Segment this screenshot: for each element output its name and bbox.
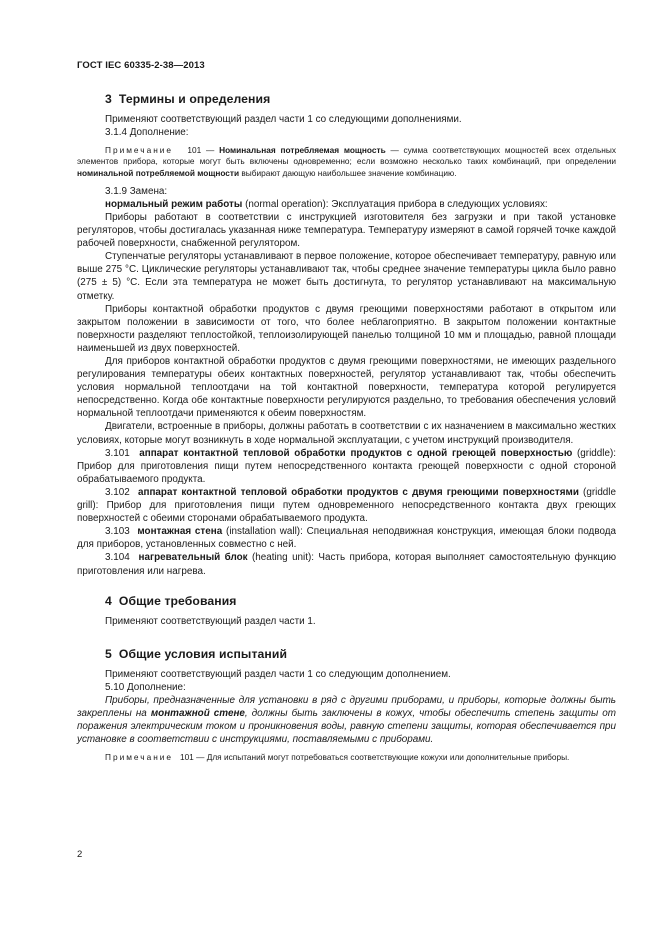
clause-5-10-text: Приборы, предназначенные для установки в ряд с другими приборами, и приборы, которые должны быть закреплены на монтажной стене, должны быть заключены в кожух, чтобы обеспечить степень защиты от поражения электрическим током и проникновения воды, равную степени защиты, которая обеспечивается при установке в соответствии с инструкциями, поставляемыми с приборами. — [77, 694, 616, 746]
section-5-intro: Применяют соответствующий раздел части 1 со следующим дополнением. — [105, 668, 451, 680]
paragraph-5: Двигатели, встроенные в приборы, должны работать в соответствии с их назначением в максимально жестких условиях, которые могут возникнуть в ходе нормальной эксплуатации, с учетом инструкций производителя. — [77, 421, 616, 446]
paragraph-2: Ступенчатые регуляторы устанавливают в первое положение, которое обеспечивает температуру, равную или выше 275 °С. Циклические регуляторы устанавливают так, чтобы среднее значение температуры цикла было равно (275 ± 5) °С. Если эта температура не может быть достигнута, то регулятор устанавливают на максимальную отметку. — [77, 251, 616, 302]
document-header: ГОСТ IEC 60335-2-38—2013 — [77, 60, 205, 71]
definition-3-103: 3.103 монтажная стена (installation wall): Специальная неподвижная конструкция, имеющая блоки подвода для приборов, установленных совместно с ней. — [77, 526, 616, 551]
definition-3-104: 3.104 нагревательный блок (heating unit): Часть прибора, которая выполняет самостоятельную функцию приготовления или нагрева. — [77, 552, 616, 577]
definition-3-101: 3.101 аппарат контактной тепловой обработки продуктов с одной греющей поверхностью (griddle): Прибор для приготовления пищи путем непосредственного контакта греющей поверхности с одной стороной обрабатываемого продукта. — [77, 447, 616, 485]
section-3-intro: Применяют соответствующий раздел части 1 со следующими дополнениями. — [105, 114, 462, 125]
page-content — [77, 92, 616, 763]
section-5-heading: 5 Общие условия испытаний — [105, 646, 288, 661]
clause-3-1-4: 3.1.4 Дополнение: — [105, 127, 189, 139]
section-4-heading: 4 Общие требования — [105, 593, 237, 608]
paragraph-3: Приборы контактной обработки продуктов с двумя греющими поверхностями работают в открытом или закрытом положении в зависимости от того, что более неблагоприятно. В закрытом положении контактные поверхности разделяют теплостойкой, теплоизолирующей панелью толщиной 10 мм и площадью, равной площади наименьшей из двух поверхностей. — [77, 303, 616, 354]
clause-3-1-9: 3.1.9 Замена: — [105, 185, 168, 197]
paragraph-1: Приборы работают в соответствии с инструкцией изготовителя без загрузки и при такой установке регуляторов, чтобы достигалась указанная ниже температура. Температуру измеряют в самой горячей точке каждой рабочей поверхности, снабженной регулятором. — [77, 211, 616, 250]
section-4-text: Применяют соответствующий раздел части 1. — [105, 615, 316, 627]
paragraph-4: Для приборов контактной обработки продуктов с двумя греющими поверхностями, не имеющих раздельного регулирования температуры обеих контактных поверхностей, регулятор устанавливают так, чтобы обеспечить условия нормальной теплоотдачи на той контактной поверхности, температура которой регулируется непосредственно. Когда обе контактные поверхности регулируются раздельно, то требования обеспечения условий нормальной теплоотдачи применяются к обеим поверхностям. — [77, 356, 616, 420]
note-101-section-3: Примечание 101 — Номинальная потребляемая мощность — сумма соответствующих мощностей всех отдельных элементов прибора, которые могут быть включены одновременно; если возможно несколько таких комбинаций, при определении номинальной потребляемой мощности выбирают дающую наибольшее значение комбинацию. — [77, 145, 616, 178]
section-3-heading: 3 Термины и определения — [105, 92, 271, 106]
clause-5-10: 5.10 Дополнение: — [105, 681, 186, 693]
definition-normal-operation: нормальный режим работы (normal operation): Эксплуатация прибора в следующих условиях: — [105, 198, 548, 210]
page-number: 2 — [77, 849, 83, 860]
definition-3-102: 3.102 аппарат контактной тепловой обработки продуктов с двумя греющими поверхностями (griddle grill): Прибор для приготовления пищи путем одновременного непосредственного контакта двух греющих поверхностей с обеими сторонами обрабатываемого продукта. — [77, 486, 616, 525]
note-101-section-5: Примечание 101 — Для испытаний могут потребоваться соответствующие кожухи или дополнительные приборы. — [105, 752, 570, 763]
